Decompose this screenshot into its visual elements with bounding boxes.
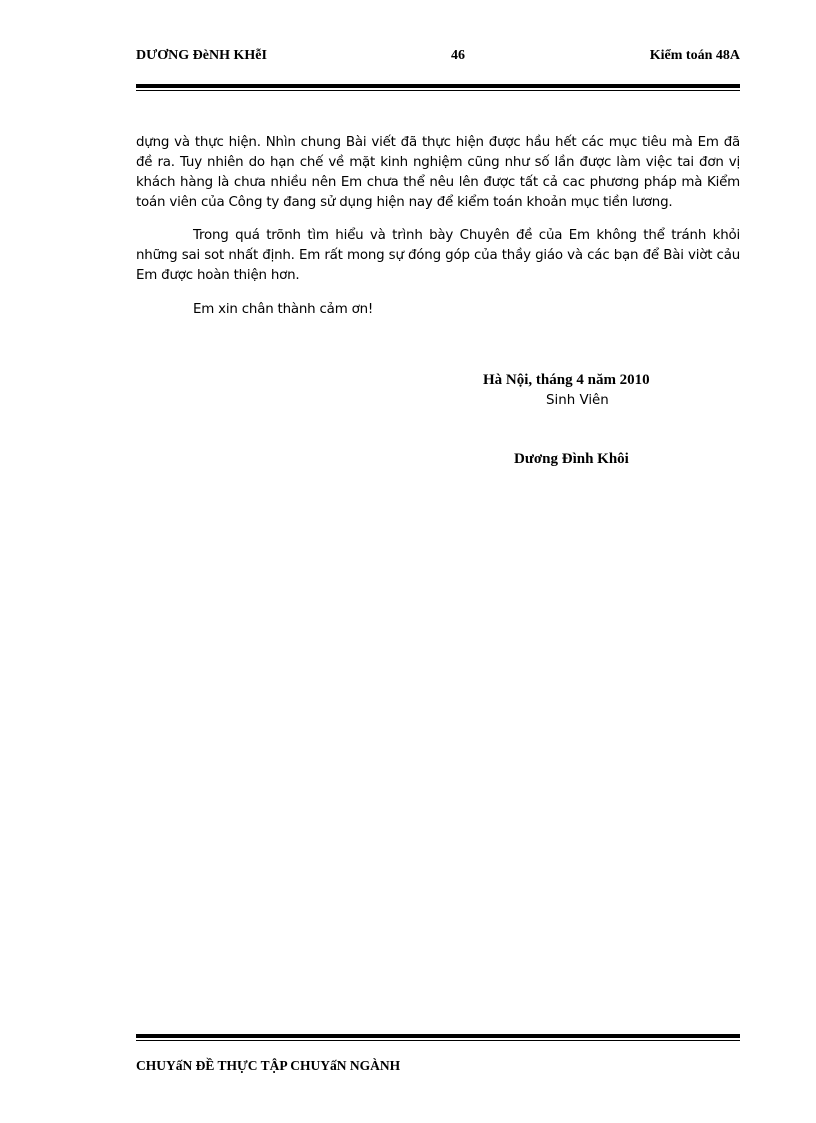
paragraph-1: dựng và thực hiện. Nhìn chung Bài viết đã thực hiện được hầu hết các mục tiêu mà Em đã đề ra. Tuy nhiên do hạn chế về mặt kinh nghiệm cũng như số lần được làm việc tai đơn vị khách hàng là chưa nhiều nên Em chưa thể nêu lên được tất cả cac phương pháp mà Kiểm toán viên của Công ty đang sử dụng hiện nay để kiểm toán khoản mục tiền lương.	[136, 135, 740, 210]
page-footer: CHUYấN ĐỀ THỰC TẬP CHUYấN NGÀNH	[136, 1058, 401, 1073]
signature-place-date: Hà Nội, tháng 4 năm 2010	[483, 372, 650, 388]
paragraph-2: Trong quá trõnh tìm hiểu và trình bày Chuyên đề của Em không thể tránh khỏi những sai sot nhất định. Em rất mong sự đóng góp của thầy giáo và các bạn để Bài viờt cảu Em được hoàn thiện hơn.	[136, 228, 740, 283]
header-page-number: 46	[451, 48, 465, 63]
signature-role: Sinh Viên	[546, 393, 609, 408]
header-rule	[136, 84, 740, 91]
footer-rule	[136, 1034, 740, 1041]
signature-name: Dương Đình Khôi	[514, 451, 629, 467]
body-text	[136, 133, 740, 320]
header-class-name: Kiểm toán 48A	[649, 48, 740, 63]
page-header	[136, 48, 740, 68]
paragraph-3: Em xin chân thành cảm ơn!	[193, 302, 374, 317]
header-author: DƯƠNG ĐèNH KHễI	[136, 48, 267, 63]
